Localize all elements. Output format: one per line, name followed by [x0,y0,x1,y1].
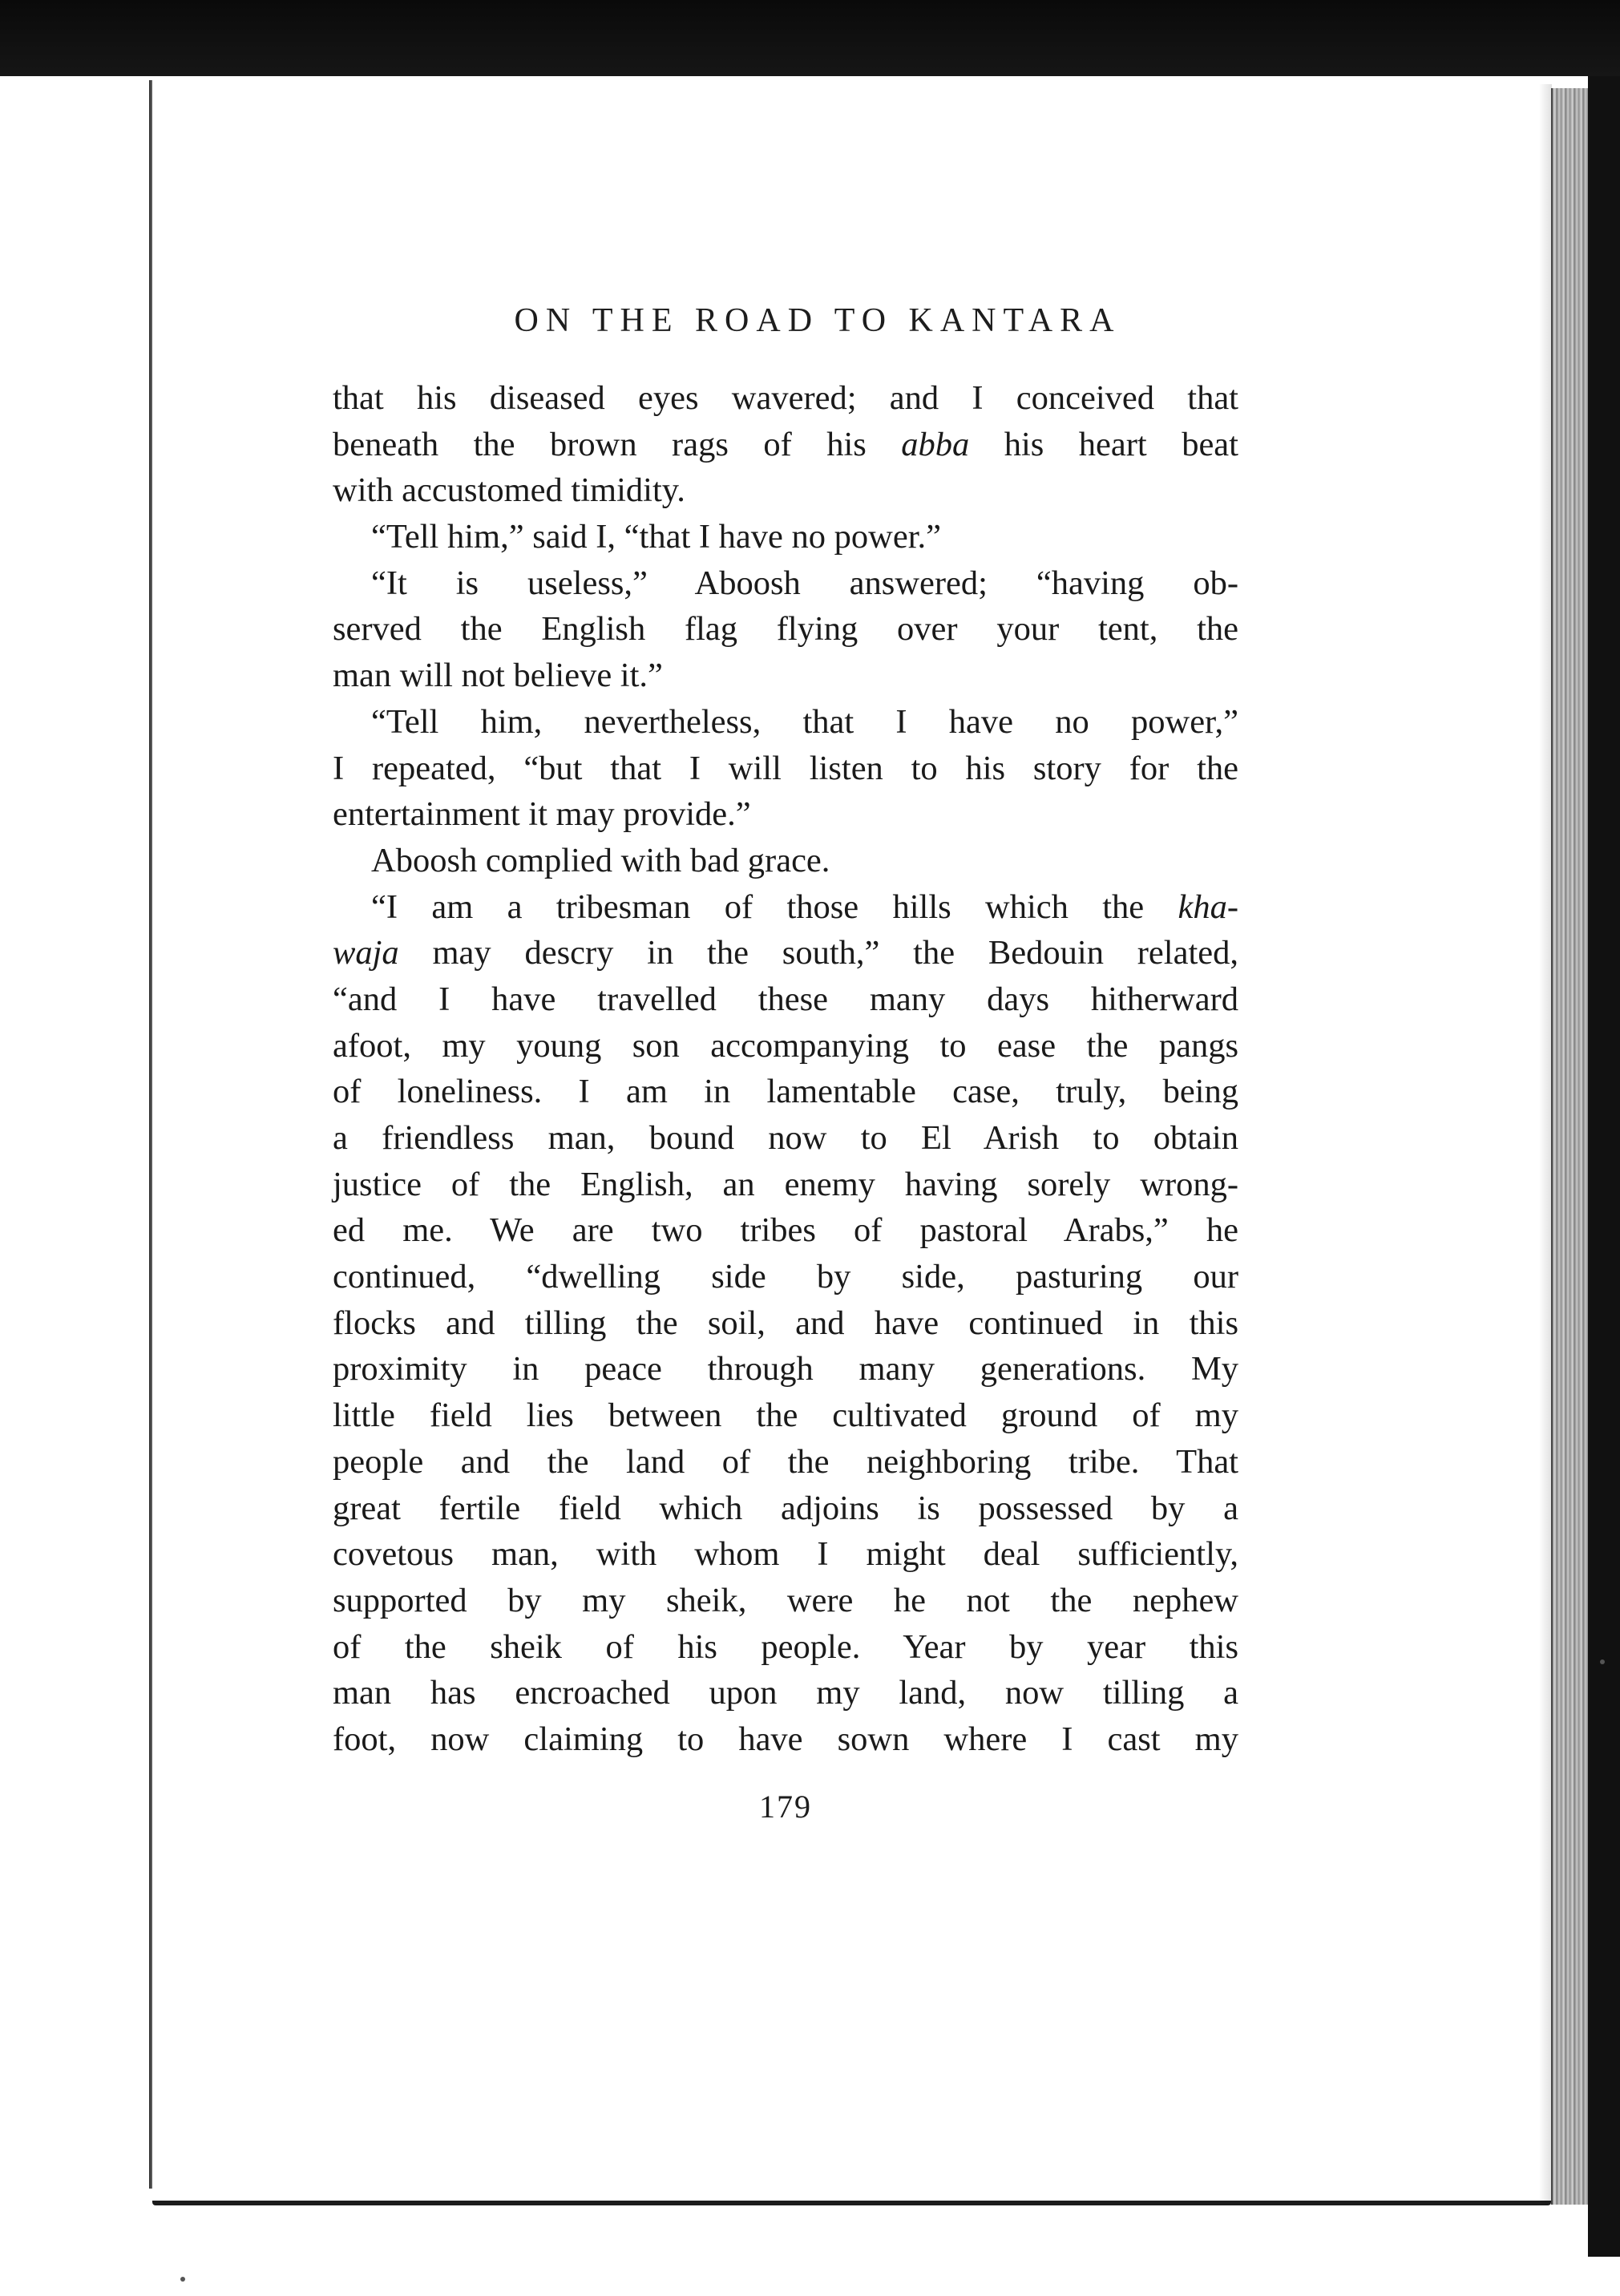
text-line: flocks and tilling the soil, and have continued in this [333,1304,1238,1342]
text-line: a friendless man, bound now to El Arish to obtain [333,1119,1238,1157]
text-line: entertainment it may provide.” [333,795,751,834]
scan-top-border [0,0,1620,76]
italic-term: waja [333,934,399,972]
text-line: “Tell him,” said I, “that I have no power.” [371,518,942,556]
left-facing-page [0,76,154,2241]
text-line: great fertile field which adjoins is possessed by a [333,1489,1238,1527]
text-line: man has encroached upon my land, now tilling a [333,1674,1238,1712]
dust-speck [1600,1659,1605,1664]
text-line: justice of the English, an enemy having sorely wrong- [333,1165,1238,1203]
body-text [333,375,1238,1763]
text-line: I repeated, “but that I will listen to his story for the [333,749,1238,787]
text-line: beneath the brown rags of his abba his heart beat [333,425,1238,463]
text-line: afoot, my young son accompanying to ease the pangs [333,1026,1238,1065]
page-edge-shadow [1539,84,1552,2205]
text-line: “Tell him, nevertheless, that I have no power,” [371,702,1238,741]
text-line: ed me. We are two tribes of pastoral Arabs,” he [333,1211,1238,1250]
text-line: that his diseased eyes wavered; and I conceived that [333,379,1238,417]
scan-right-border [1588,76,1620,2257]
text-line: with accustomed timidity. [333,471,685,510]
text-line: “I am a tribesman of those hills which the kha- [371,887,1238,926]
text-line: covetous man, with whom I might deal sufficiently, [333,1535,1238,1574]
italic-term: kha- [1178,887,1238,926]
text-line: “It is useless,” Aboosh answered; “having ob- [371,564,1238,602]
italic-term: abba [901,425,970,463]
text-line: waja may descry in the south,” the Bedouin related, [333,934,1238,972]
text-line: of the sheik of his people. Year by year this [333,1627,1238,1666]
text-line: proximity in peace through many generations. My [333,1350,1238,1389]
text-line: of loneliness. I am in lamentable case, truly, being [333,1073,1238,1111]
text-line: people and the land of the neighboring tribe. That [333,1442,1238,1481]
text-line: “and I have travelled these many days hitherward [333,980,1238,1018]
dust-speck [180,2277,185,2282]
text-line: Aboosh complied with bad grace. [371,841,830,879]
text-line: served the English flag flying over your tent, the [333,610,1238,649]
text-line: foot, now claiming to have sown where I cast my [333,1720,1238,1758]
text-line: supported by my sheik, were he not the nephew [333,1581,1238,1619]
text-line: man will not believe it.” [333,657,663,695]
running-head: ON THE ROAD TO KANTARA [514,302,1121,339]
text-line: continued, “dwelling side by side, pasturing our [333,1258,1238,1296]
text-line: little field lies between the cultivated ground of my [333,1397,1238,1435]
page-number: 179 [759,1789,812,1825]
page-edges [1551,88,1590,2205]
